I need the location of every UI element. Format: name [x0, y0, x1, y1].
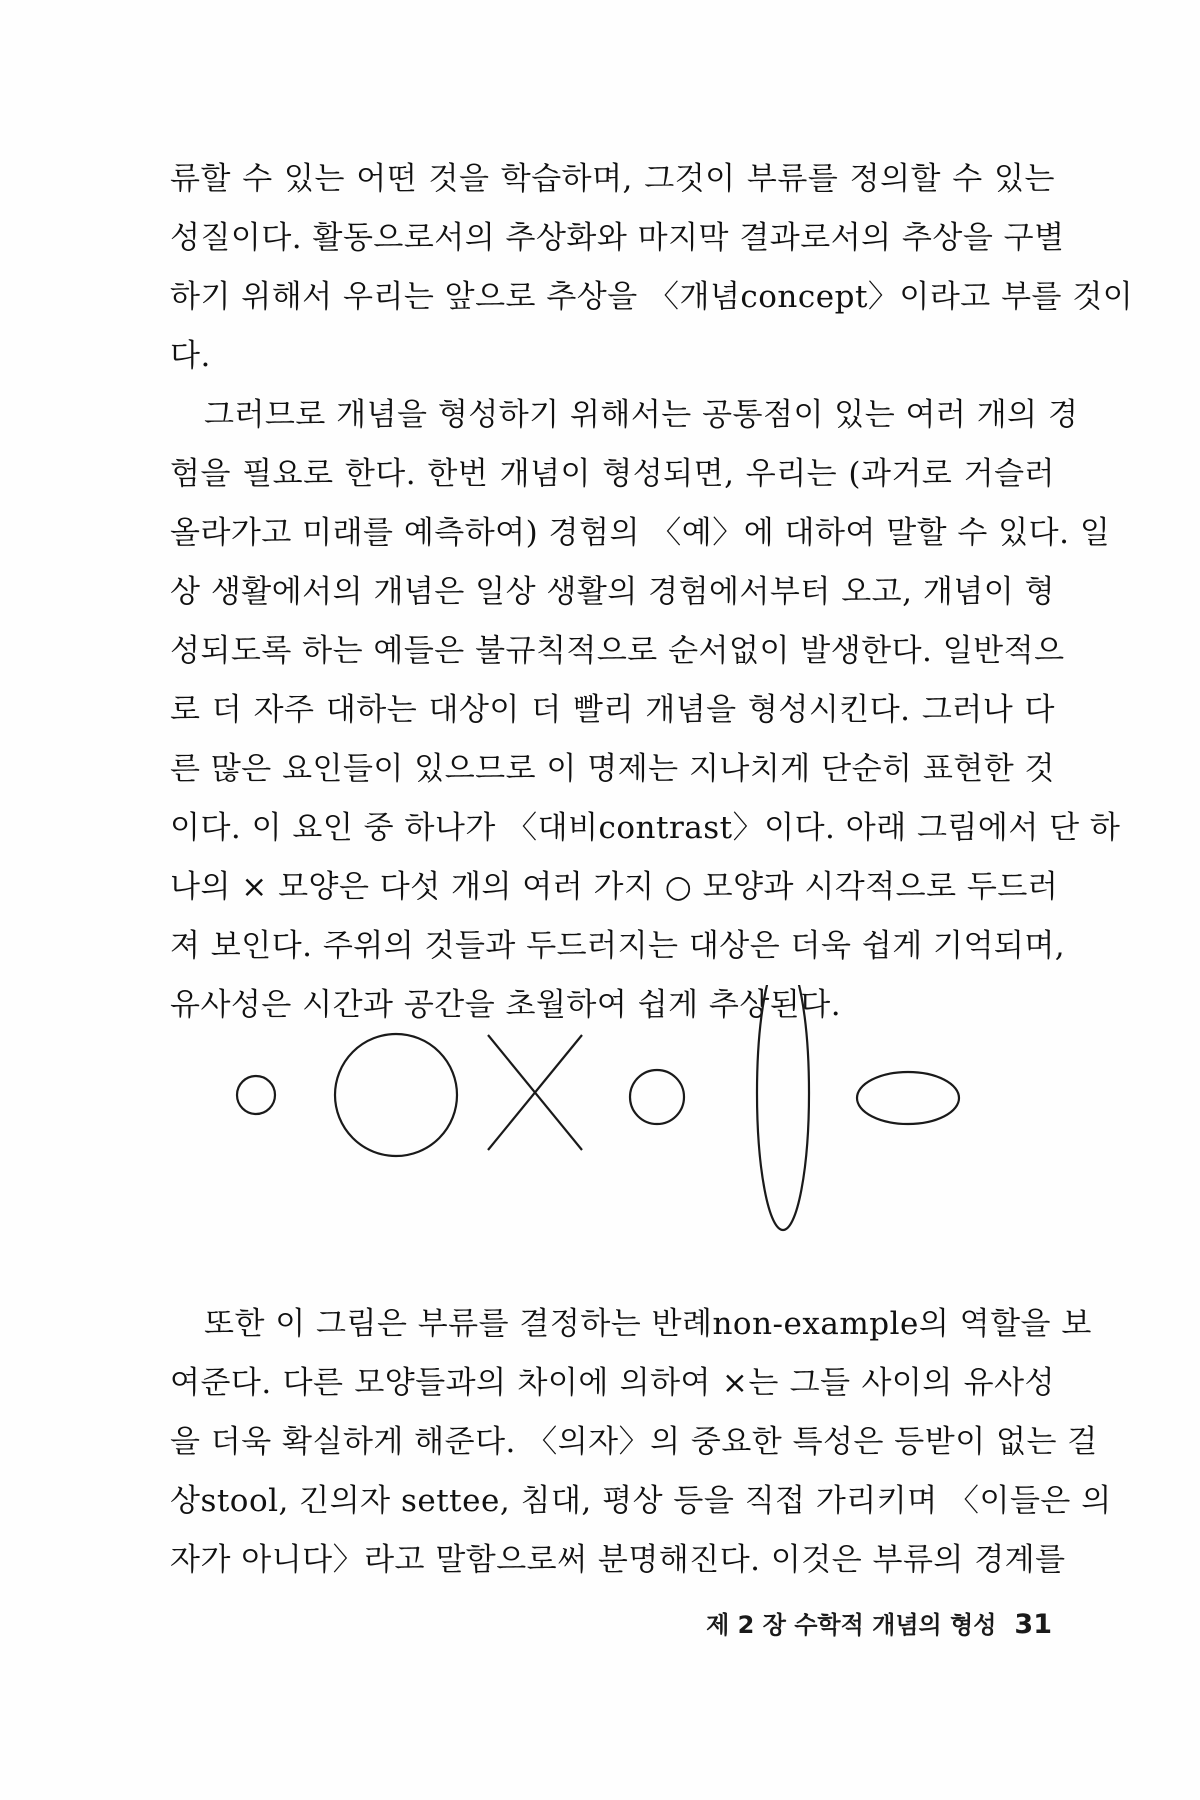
tall-ellipse-shape: [757, 985, 809, 1230]
text-line: 을 더욱 확실하게 해준다. 〈의자〉의 중요한 특성은 등받이 없는 걸: [170, 1424, 1098, 1460]
text-line: 로 더 자주 대하는 대상이 더 빨리 개념을 형성시킨다. 그러나 다: [170, 692, 1055, 728]
wide-ellipse-shape: [857, 1072, 959, 1124]
small-circle-shape: [237, 1076, 275, 1114]
text-line: 다.: [170, 338, 211, 374]
text-line: 그러므로 개념을 형성하기 위해서는 공통점이 있는 여러 개의 경: [204, 397, 1079, 433]
text-line: 나의 × 모양은 다섯 개의 여러 가지 ○ 모양과 시각적으로 두드러: [170, 869, 1059, 905]
text-line: 여준다. 다른 모양들과의 차이에 의하여 ×는 그들 사이의 유사성: [170, 1365, 1055, 1401]
text-line: 자가 아니다〉라고 말함으로써 분명해진다. 이것은 부류의 경계를: [170, 1542, 1066, 1578]
medium-circle-shape: [630, 1070, 684, 1124]
text-line: 험을 필요로 한다. 한번 개념이 형성되면, 우리는 (과거로 거슬러: [170, 456, 1055, 492]
text-line: 또한 이 그림은 부류를 결정하는 반례non-example의 역할을 보: [204, 1306, 1092, 1342]
chapter-title: 제 2 장 수학적 개념의 형성: [706, 1611, 997, 1639]
body-text-bottom: [170, 1295, 1112, 1590]
text-line: 류할 수 있는 어떤 것을 학습하며, 그것이 부류를 정의할 수 있는: [170, 161, 1055, 197]
text-line: 유사성은 시간과 공간을 초월하여 쉽게 추상된다.: [170, 987, 842, 1023]
text-line: 이다. 이 요인 중 하나가 〈대비contrast〉이다. 아래 그림에서 단 하: [170, 810, 1121, 846]
text-line: 올라가고 미래를 예측하여) 경험의 〈예〉에 대하여 말할 수 있다. 일: [170, 515, 1111, 551]
text-line: 른 많은 요인들이 있으므로 이 명제는 지나치게 단순히 표현한 것: [170, 751, 1055, 787]
large-circle-shape: [335, 1034, 457, 1156]
text-line: 성되도록 하는 예들은 불규칙적으로 순서없이 발생한다. 일반적으: [170, 633, 1065, 669]
text-line: 상stool, 긴의자 settee, 침대, 평상 등을 직접 가리키며 〈이들은 의: [170, 1483, 1112, 1519]
page-footer: [600, 1605, 1052, 1645]
text-line: 상 생활에서의 개념은 일상 생활의 경험에서부터 오고, 개념이 형: [170, 574, 1055, 610]
body-text-top: [170, 150, 1134, 1035]
text-line: 성질이다. 활동으로서의 추상화와 마지막 결과로서의 추상을 구별: [170, 220, 1065, 256]
shapes-figure: [210, 985, 1010, 1285]
page-number: 31: [1014, 1609, 1052, 1640]
text-line: 져 보인다. 주위의 것들과 두드러지는 대상은 더욱 쉽게 기억되며,: [170, 928, 1066, 964]
text-line: 하기 위해서 우리는 앞으로 추상을 〈개념concept〉이라고 부를 것이: [170, 279, 1134, 315]
